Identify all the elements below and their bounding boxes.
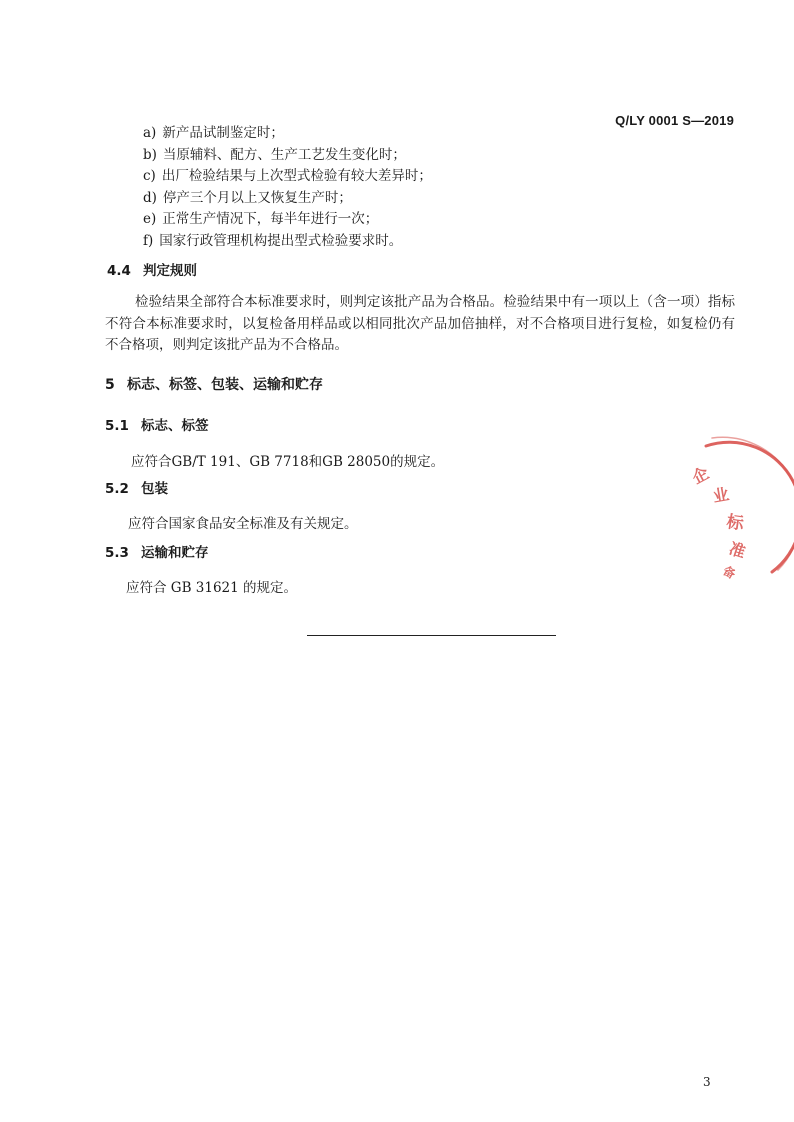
list-marker: e)	[143, 211, 157, 228]
svg-text:准: 准	[726, 538, 748, 562]
section-5-2-body: 应符合国家食品安全标准及有关规定。	[128, 516, 358, 532]
list-item	[143, 123, 432, 145]
section-5-3-body: 应符合 GB 31621 的规定。	[126, 580, 298, 596]
list-item-text: 停产三个月以上又恢复生产时；	[162, 189, 352, 206]
section-number: 5	[105, 377, 115, 393]
list-marker: d)	[143, 189, 157, 206]
section-5-1-body: 应符合GB/T 191、GB 7718和GB 28050的规定。	[131, 454, 445, 470]
section-heading-5-3	[105, 541, 209, 561]
list-item-text: 国家行政管理机构提出型式检验要求时。	[159, 232, 403, 249]
section-number: 5.3	[105, 545, 129, 561]
svg-text:标: 标	[725, 512, 745, 535]
section-heading-5-1	[105, 414, 209, 434]
page-number: 3	[703, 1075, 711, 1089]
list-item	[143, 166, 432, 188]
list-marker: a)	[143, 125, 157, 141]
list-marker: b)	[143, 146, 157, 163]
section-title: 运输和贮存	[141, 545, 209, 561]
list-marker: f)	[143, 232, 154, 249]
section-heading-5-2	[105, 477, 168, 497]
list-item	[143, 145, 432, 167]
section-title: 判定规则	[143, 263, 197, 279]
list-item-text: 出厂检验结果与上次型式检验有较大差异时；	[161, 168, 432, 185]
list-marker: c)	[143, 168, 156, 185]
section-title: 标志、标签、包装、运输和贮存	[127, 377, 323, 393]
section-heading-5	[105, 374, 323, 394]
judgment-rules-paragraph: 检验结果全部符合本标准要求时，则判定该批产品为合格品。检验结果中有一项以上（含一项）指标不符合本标准要求时，以复检备用样品或以相同批次产品加倍抽样，对不合格项目进行复检，如复检仍有不合格项，则判定该批产品为不合格品。	[105, 294, 735, 353]
conditions-list	[143, 123, 432, 253]
section-title: 标志、标签	[141, 418, 209, 434]
end-of-text-rule	[307, 635, 556, 636]
section-number: 5.1	[105, 418, 129, 434]
section-heading-4-4	[107, 259, 197, 279]
svg-text:企: 企	[688, 463, 713, 488]
list-item	[143, 231, 432, 253]
list-item	[143, 209, 432, 231]
svg-text:业: 业	[711, 484, 731, 506]
section-number: 5.2	[105, 481, 129, 497]
section-title: 包装	[141, 481, 168, 497]
header-standard-code: Q/LY 0001 S—2019	[615, 113, 734, 128]
list-item	[143, 188, 432, 210]
red-seal-stamp	[676, 432, 794, 582]
list-item-text: 当原辅料、配方、生产工艺发生变化时；	[162, 146, 406, 163]
svg-text:备: 备	[720, 563, 738, 582]
section-number: 4.4	[107, 263, 131, 279]
list-item-text: 新产品试制鉴定时；	[162, 125, 284, 141]
list-item-text: 正常生产情况下，每半年进行一次；	[162, 211, 379, 228]
